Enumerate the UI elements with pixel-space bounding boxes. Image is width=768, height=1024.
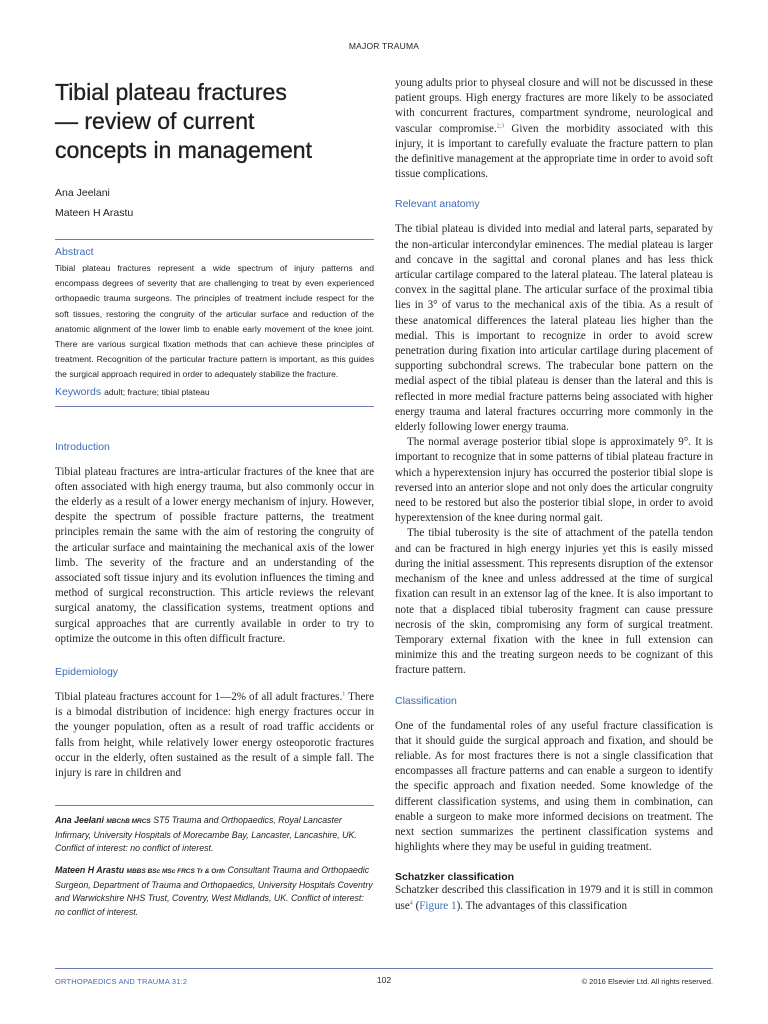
affiliation-degrees: MBBS BSc MSc FRCS Tr & Orth <box>126 868 226 876</box>
anatomy-paragraph: The tibial plateau is divided into medial and lateral parts, separated by the non-articular intercondylar eminences. The medial plateau is larger and concave in the sagittal and coronal planes and has less thick articular cartilage compared to the lateral plateau. The lateral plateau is convex in the sagittal plane. The articular surface of the proximal tibia lies in 3° of varus to the mechanical axis of the tibia. As a result of these anatomical differences the lateral plateau lies higher than the medial. This is important to recognize in order to avoid screw penetration during fixation into articular cartilage during placement of supporting subchondral screws. The trabecular bone pattern on the medial aspect of the tibial plateau is denser than the lateral and this is reflected in more medial fracture patterns being associated with higher energy trauma and lateral fractures occurring more commonly in the elderly following lower energy trauma. <box>395 223 713 434</box>
schatzker-text-a: Schatzker described this classification in 1979 and it is still in common use <box>395 884 713 912</box>
reference-link[interactable]: 4 <box>409 899 413 906</box>
keywords-label: Keywords <box>55 385 102 398</box>
schatzker-heading: Schatzker classification <box>395 871 515 884</box>
anatomy-heading: Relevant anatomy <box>395 198 480 211</box>
schatzker-paragraph <box>395 883 713 913</box>
epidemiology-section <box>55 666 374 781</box>
figure-link[interactable]: Figure 1 <box>419 899 457 912</box>
keywords-line <box>55 386 374 398</box>
running-header: MAJOR TRAUMA <box>348 41 420 51</box>
schatzker-text-b: ( <box>412 899 420 912</box>
introduction-text: Tibial plateau fractures are intra-articular fractures of the knee that are often associated with high energy trauma, but also commonly occur in the elderly as a result of a lower energy mechanism of injury. However, despite the spectrum of possible fracture patterns, the treatment principles remain the same with the aim of restoring the congruity of the articular surface and maintaining the mechanical axis of the lower limb. The severity of the fracture and an understanding of the associated soft tissue injury and its evolution influences the timing and method of surgical reconstruction. This article reviews the relevant surgical anatomy, the classification systems, treatment options and surgical approaches that are currently available in order to try to optimize the outcome in this often difficult fracture. <box>55 465 374 645</box>
right-column <box>395 76 713 914</box>
author-name: Mateen H Arastu <box>55 207 134 219</box>
introduction-section <box>55 441 374 647</box>
author-name: Ana Jeelani <box>55 187 110 199</box>
affiliation-name: Ana Jeelani <box>55 815 104 826</box>
abstract-box <box>55 239 374 407</box>
affiliation-degrees: MBChB MRCS <box>106 818 151 826</box>
anatomy-section <box>395 198 713 678</box>
title-line-1: Tibial plateau fractures <box>55 79 287 105</box>
footer-divider <box>55 968 713 969</box>
epidemiology-text-b: There is a bimodal distribution of incidence: high energy fractures occur in the younger population, often as a result of road traffic accidents or falls from height, while relatively lower energy osteoporotic fractures occur in the elderly, often sustained as the result of a simple fall. The injury is rare in children and <box>55 691 374 780</box>
author-affiliation <box>55 864 374 919</box>
affiliation-name: Mateen H Arastu <box>55 865 125 876</box>
keywords-text: adult; fracture; tibial plateau <box>104 386 210 397</box>
epidemiology-continued <box>395 76 713 182</box>
left-column <box>55 76 374 919</box>
classification-heading: Classification <box>395 694 457 707</box>
anatomy-paragraph: The tibial tuberosity is the site of attachment of the patella tendon and can be fractured in high energy injuries yet this is easily missed during the initial assessment. This represents disruption of the extensor mechanism of the knee and unless addressed at the time of surgical fixation can result in an extensor lag of the knee. It is also important to note that a displaced tibial tuberosity fragment can cause pressure necrosis of the skin, compromising any form of surgical treatment. Temporary external fixation with the knee in full extension can minimize this and the treating surgeon needs to be cognizant of this fracture pattern. <box>395 527 713 677</box>
affiliation-text: Consultant Trauma and Orthopaedic Surgeon, Department of Trauma and Orthopaedics, University Hospitals Coventry and Warwickshire NHS Trust, Coventry, West Midlands, UK. Conflict of interest: no conflict of interest. <box>55 865 373 917</box>
epidemiology-heading: Epidemiology <box>55 666 119 679</box>
author-affiliation <box>55 814 374 856</box>
affiliation-text: ST5 Trauma and Orthopaedics, Royal Lancaster Infirmary, University Hospitals of Morecambe Bay, Lancaster, Lancashire, UK. Conflict of interest: no conflict of interest. <box>55 815 357 854</box>
epidemiology-text <box>55 690 374 781</box>
article-title <box>55 78 374 165</box>
anatomy-paragraph: The normal average posterior tibial slope is approximately 9°. It is important to recognize that in some patterns of tibial plateau fracture in which a hyperextension injury has occurred the posterior tibial slope is reversed into an anterior slope and not only does the articular congruity need to be restored but also the posterior tibial slope, in order to avoid hyperextension of the knee during normal gait. <box>395 436 713 525</box>
continued-text-a: young adults prior to physeal closure and will not be discussed in these patient groups. High energy fractures are more likely to be associated with concurrent fractures, compartment syndrome, neurological and vascular compromise. <box>395 77 713 135</box>
abstract-heading: Abstract <box>55 246 94 258</box>
classification-section <box>395 695 713 856</box>
schatzker-text-c: ). The advantages of this classification <box>456 899 628 912</box>
footnote-divider <box>55 805 374 806</box>
journal-name: ORTHOPAEDICS AND TRAUMA 31:2 <box>55 977 188 986</box>
abstract-text: Tibial plateau fractures represent a wide spectrum of injury patterns and encompass degrees of severity that are challenging to treat by even experienced orthopaedic trauma surgeons. The principles of treatment include respect for the soft tissues, restoring the congruity of the articular surface and reduction of the anatomic alignment of the lower limb to enable early movement of the knee joint. There are various surgical fixation methods that can achieve these principles of treatment. Recognition of the particular fracture pattern is important, as this guides the surgical approach required in order to adequately stabilize the fracture. <box>55 263 374 380</box>
schatzker-section <box>395 871 713 913</box>
page-number: 102 <box>376 975 392 985</box>
epidemiology-text-a: Tibial plateau fractures account for 1—2% of all adult fractures. <box>55 691 343 704</box>
classification-paragraph: One of the fundamental roles of any useful fracture classification is that it should guide the surgical approach and fixation, and should be reliable. As for most fractures there is not a single classification that encompasses all fracture patterns and can enable a surgeon to identify the specific approach and fixation needed. Some knowledge of the different classification systems, and using them in combination, can enable a surgeon to make more informed decisions on treatment. The next section summarizes the pertinent classification systems and highlights where they may be useful in guiding treatment. <box>395 719 713 854</box>
title-line-2: — review of current <box>55 108 255 134</box>
copyright: © 2016 Elsevier Ltd. All rights reserved. <box>581 977 713 986</box>
introduction-heading: Introduction <box>55 440 110 453</box>
author-list <box>55 183 374 223</box>
title-line-3: concepts in management <box>55 137 312 163</box>
reference-link[interactable]: 2,3 <box>496 122 505 129</box>
reference-link[interactable]: 1 <box>342 691 346 698</box>
continued-text-b: Given the morbidity associated with this injury, it is important to carefully evaluate the fracture pattern to plan the definitive management at the appropriate time in order to avoid soft tissue complications. <box>395 122 713 181</box>
